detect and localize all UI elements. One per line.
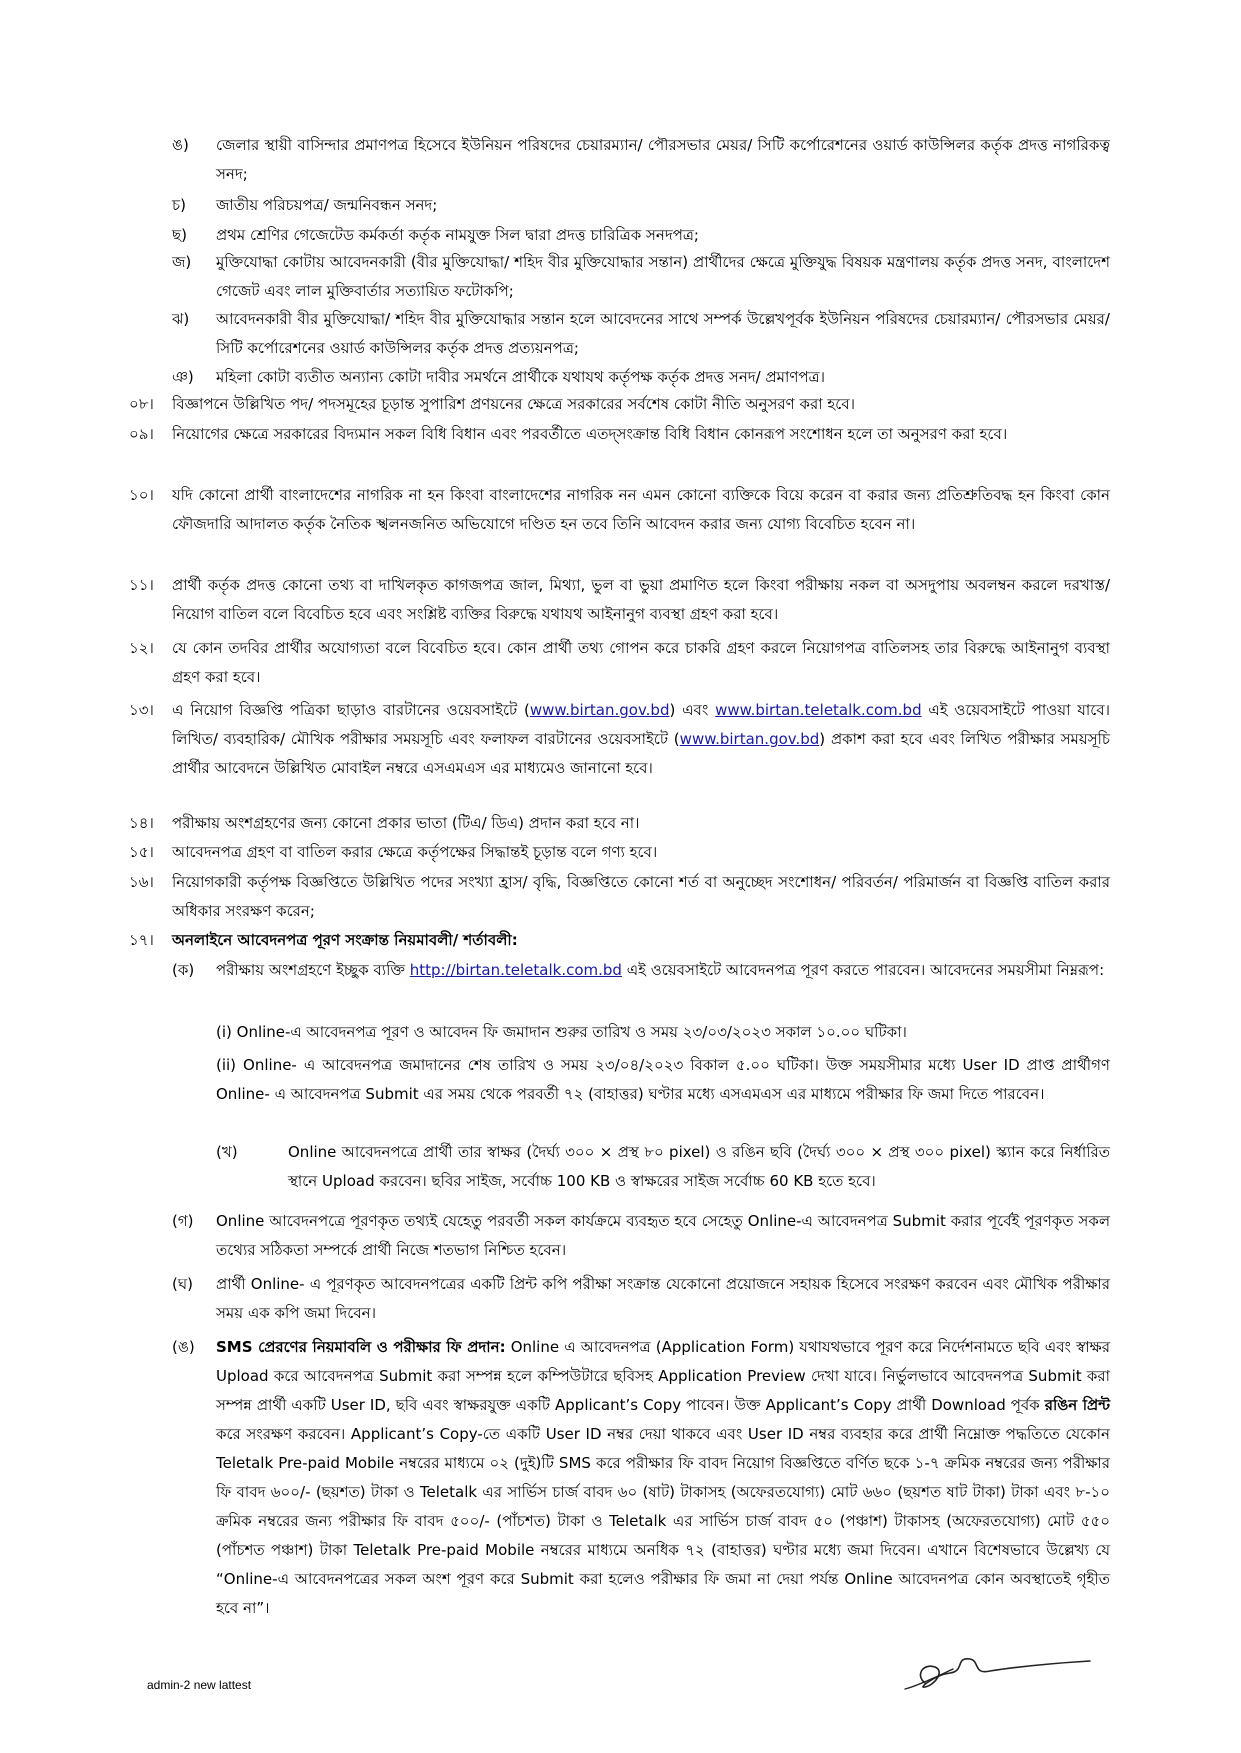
text-segment: এই ওয়েবসাইটে পাওয়া যাবে। লিখিত/ ব্যবহারিক/ মৌখিক পরীক্ষার সময়সূচি এবং ফলাফল বারটানের ওয়েবসাইটে ( [172,701,1110,748]
item-number: ঞ) [172,368,194,386]
paragraph-text: আবেদনপত্র গ্রহণ বা বাতিল করার ক্ষেত্রে কর্তৃপক্ষের সিদ্ধান্তই চূড়ান্ত বলে গণ্য হবে। [172,843,658,861]
paragraph-text: পরীক্ষায় অংশগ্রহণের জন্য কোনো প্রকার ভাতা (টিএ/ ডিএ) প্রদান করা হবে না। [172,814,640,832]
footer-note: admin-2 new lattest [147,1678,252,1692]
application-start-time: (i) Online-এ আবেদনপত্র পূরণ ও আবেদন ফি জমাদান শুরুর তারিখ ও সময় ২৩/০৩/২০২৩ সকাল ১০.০০ ঘটিকা। [216,1023,907,1041]
paragraph-10 [129,481,1110,539]
text-segment: এই ওয়েবসাইটে আবেদনপত্র পূরণ করতে পারবেন। আবেদনের সময়সীমা নিম্নরূপ: [621,961,1105,979]
teletalk-website-link[interactable]: www.birtan.teletalk.com.bd [715,701,922,719]
paragraph-15 [129,838,1110,867]
paragraph-text: নিয়োগকারী কর্তৃপক্ষ বিজ্ঞপ্তিতে উল্লিখিত পদের সংখ্যা হ্রাস/ বৃদ্ধি, বিজ্ঞপ্তিতে কোনো শর্ত বা অনুচ্ছেদ সংশোধন/ পরিবর্তন/ পরিমার্জন বা বিজ্ঞপ্তি বাতিল করার অধিকার সংরক্ষণ করেন; [172,873,1111,920]
item-text: জাতীয় পরিচয়পত্র/ জন্মনিবন্ধন সনদ; [216,196,438,214]
paragraph-text: যে কোন তদবির প্রার্থীর অযোগ্যতা বলে বিবেচিত হবে। কোন প্রার্থী তথ্য গোপন করে চাকরি গ্রহণ করলে নিয়োগপত্র বাতিলসহ তার বিরুদ্ধে আইনানুগ ব্যবস্থা গ্রহণ করা হবে। [172,639,1110,686]
paragraph-text: যদি কোনো প্রার্থী বাংলাদেশের নাগরিক না হন কিংবা বাংলাদেশের নাগরিক নন এমন কোনো ব্যক্তিকে বিয়ে করেন বা করার জন্য প্রতিশ্রুতিবদ্ধ হন কিংবা কোন ফৌজদারি আদালত কর্তৃক নৈতিক স্খলনজনিত অভিযোগে দণ্ডিত হন তবে তিনি আবেদন করার জন্য যোগ্য বিবেচিত হবেন না। [172,486,1110,533]
birtan-website-link[interactable]: www.birtan.gov.bd [529,701,670,719]
paragraph-text [172,696,1110,783]
text-segment: ) এবং [669,701,716,719]
item-kha [216,1138,1110,1196]
item-number: জ) [172,253,192,271]
paragraph-12 [129,634,1110,692]
text-segment: ) প্রকাশ করা হবে এবং লিখিত পরীক্ষার সময়সূচি প্রার্থীর আবেদনে উল্লিখিত মোবাইল নম্বরে এসএমএস এর মাধ্যমেও জানানো হবে। [172,730,1110,777]
item-chh [172,221,1110,250]
paragraph-number: ০৯। [129,425,154,443]
item-text: Online আবেদনপত্রে পূরণকৃত তথ্যই যেহেতু পরবর্তী সকল কার্যক্রমে ব্যবহৃত হবে সেহেতু Online-এ আবেদনপত্র Submit করার পূর্বেই পূরণকৃত সকল তথ্যের সঠিকতা সম্পর্কে প্রার্থী নিজে শতভাগ নিশ্চিত হবেন। [216,1212,1110,1259]
item-text: আবেদনকারী বীর মুক্তিযোদ্ধা/ শহিদ বীর মুক্তিযোদ্ধার সন্তান হলে আবেদনের সাথে সম্পর্ক উল্লেখপূর্বক ইউনিয়ন পরিষদের চেয়ারম্যান/ পৌরসভার মেয়র/ সিটি কর্পোরেশনের ওয়ার্ড কাউন্সিলর কর্তৃক প্রদত্ত প্রত্যয়নপত্র; [216,310,1110,357]
paragraph-text: নিয়োগের ক্ষেত্রে সরকারের বিদ্যমান সকল বিধি বিধান এবং পরবর্তীতে এতদ্‌সংক্রান্ত বিধি বিধান কোনরূপ সংশোধন হলে তা অনুসরণ করা হবে। [172,425,1008,443]
item-text: প্রথম শ্রেণির গেজেটেড কর্মকর্তা কর্তৃক নামযুক্ত সিল দ্বারা প্রদত্ত চারিত্রিক সনদপত্র; [216,226,699,244]
paragraph-17 [129,926,1110,955]
item-text [216,956,1110,985]
birtan-website-link-2[interactable]: www.birtan.gov.bd [679,730,820,748]
item-number: চ) [172,196,186,214]
paragraph-number: ০৮। [129,395,154,413]
sms-heading: SMS প্রেরণের নিয়মাবলি ও পরীক্ষার ফি প্রদান: [216,1338,506,1356]
paragraph-number: ১৩। [129,701,154,719]
paragraph-number: ১০। [129,486,154,504]
item-text: জেলার স্থায়ী বাসিন্দার প্রমাণপত্র হিসেবে ইউনিয়ন পরিষদের চেয়ারম্যান/ পৌরসভার মেয়র/ সিটি কর্পোরেশনের ওয়ার্ড কাউন্সিলর কর্তৃক প্রদত্ত নাগরিকত্ব সনদ; [216,136,1110,183]
item-number: (গ) [172,1212,194,1230]
paragraph-16 [129,868,1110,926]
paragraph-14 [129,809,1110,838]
paragraph-number: ১৭। [129,931,154,949]
item-u6 [172,131,1110,189]
item-text [216,1333,1110,1623]
paragraph-09 [129,420,1110,449]
item-number: (ঘ) [172,1275,193,1293]
paragraph-number: ১৫। [129,843,154,861]
paragraph-number: ১৪। [129,814,154,832]
paragraph-13 [129,696,1110,783]
item-number: (ক) [172,961,195,979]
color-print-emphasis: রঙিন প্রিন্ট [1044,1396,1110,1414]
paragraph-text: বিজ্ঞাপনে উল্লিখিত পদ/ পদসমূহের চূড়ান্ত সুপারিশ প্রণয়নের ক্ষেত্রে সরকারের সর্বশেষ কোটা নীতি অনুসরণ করা হবে। [172,395,855,413]
item-text: মুক্তিযোদ্ধা কোটায় আবেদনকারী (বীর মুক্তিযোদ্ধা/ শহিদ বীর মুক্তিযোদ্ধার সন্তান) প্রার্থীদের ক্ষেত্রে মুক্তিযুদ্ধ বিষয়ক মন্ত্রণালয় কর্তৃক প্রদত্ত সনদ, বাংলাদেশ গেজেট এবং লাল মুক্তিবার্তার সত্যায়িত ফটোকপি; [216,253,1110,300]
item-number: ঝ) [172,310,190,328]
signature-image [895,1645,1095,1695]
application-end-time: (ii) Online- এ আবেদনপত্র জমাদানের শেষ তারিখ ও সময় ২৩/০৪/২০২৩ বিকাল ৫.০০ ঘটিকা। উক্ত সময়সীমার মধ্যে User ID প্রাপ্ত প্রার্থীগণ Online- এ আবেদনপত্র Submit এর সময় থেকে পরবর্তী ৭২ (বাহাত্তর) ঘণ্টার মধ্যে এসএমএস এর মাধ্যমে পরীক্ষার ফি জমা দিতে পারবেন। [216,1056,1110,1103]
paragraph-11 [129,571,1110,629]
text-segment: করে সংরক্ষণ করবেন। Applicant’s Copy-তে একটি User ID নম্বর দেয়া থাকবে এবং User ID নম্বর ব্যবহার করে প্রার্থী নিম্নোক্ত পদ্ধতিতে যেকোন Teletalk Pre-paid Mobile নম্বরের মাধ্যমে ০২ (দুই)টি SMS করে পরীক্ষার ফি বাবদ নিয়োগ বিজ্ঞপ্তিতে বর্ণিত ছকে ১-৭ ক্রমিক নম্বরের জন্য পরীক্ষার ফি বাবদ ৬০০/- (ছয়শত) টাকা ও Teletalk এর সার্ভিস চার্জ বাবদ ৬০ (ষাট) টাকাসহ (অফেরতযোগ্য) মোট ৬৬০ (ছয়শত ষাট টাকা) টাকা এবং ৮-১০ ক্রমিক নম্বরের জন্য পরীক্ষার ফি বাবদ ৫০০/- (পাঁচশত) টাকা ও Teletalk এর সার্ভিস চার্জ বাবদ ৫০ (পঞ্চাশ) টাকাসহ (অফেরতযোগ্য) মোট ৫৫০ (পাঁচশত পঞ্চাশ) টাকা Teletalk Pre-paid Mobile নম্বরের মাধ্যমে অনধিক ৭২ (বাহাত্তর) ঘণ্টার মধ্যে জমা দিবেন। এখানে বিশেষভাবে উল্লেখ্য যে “Online-এ আবেদনপত্রের সকল অংশ পূরণ করে Submit করা হলেও পরীক্ষার ফি জমা না দেয়া পর্যন্ত Online আবেদনপত্র কোন অবস্থাতেই গৃহীত হবে না”। [216,1425,1111,1617]
paragraph-number: ১১। [129,576,154,594]
item-text: Online আবেদনপত্রে প্রার্থী তার স্বাক্ষর (দৈর্ঘ্য ৩০০ × প্রস্থ ৮০ pixel) ও রঙিন ছবি (দৈর্ঘ্য ৩০০ × প্রস্থ ৩০০ pixel) স্ক্যান করে নির্ধারিত স্থানে Upload করবেন। ছবির সাইজ, সর্বোচ্চ 100 KB ও স্বাক্ষরের সাইজ সর্বোচ্চ 60 KB হতে হবে। [288,1143,1110,1190]
item-ga [172,1207,1110,1265]
item-ch [172,191,1110,220]
text-segment: Online এ আবেদনপত্র (Application Form) যথাযথভাবে পূরণ করে নির্দেশনামতে ছবি এবং স্বাক্ষর Upload করে আবেদনপত্র Submit করা সম্পন্ন হলে কম্পিউটারে ছবিসহ Application Preview দেখা যাবে। নির্ভুলভাবে আবেদনপত্র Submit করা সম্পন্ন প্রার্থী একটি User ID, ছবি এবং স্বাক্ষরযুক্ত একটি Applicant’s Copy পাবেন। উক্ত Applicant’s Copy প্রার্থী Download পূর্বক [216,1338,1110,1414]
text-segment: পরীক্ষায় অংশগ্রহণে ইচ্ছুক ব্যক্তি [216,961,410,979]
paragraph-08 [129,390,1110,419]
text-segment: এ নিয়োগ বিজ্ঞপ্তি পত্রিকা ছাড়াও বারটানের ওয়েবসাইটে ( [172,701,530,719]
paragraph-number: ১৬। [129,873,154,891]
item-gha [172,1270,1110,1328]
item-number: ঙ) [172,136,189,154]
paragraph-number: ১২। [129,639,154,657]
paragraph-heading: অনলাইনে আবেদনপত্র পূরণ সংক্রান্ত নিয়মাবলী/ শর্তাবলী: [172,931,518,949]
item-jh [172,305,1110,363]
item-text: প্রার্থী Online- এ পূরণকৃত আবেদনপত্রের একটি প্রিন্ট কপি পরীক্ষা সংক্রান্ত যেকোনো প্রয়োজনে সহায়ক হিসেবে সংরক্ষণ করবেন এবং মৌখিক পরীক্ষার সময় এক কপি জমা দিবেন। [216,1275,1110,1322]
item-ny [172,363,1110,392]
item-number: (খ) [216,1143,238,1161]
item-ka [172,956,1110,985]
item-number: (ঙ) [172,1338,195,1356]
item-sms-fee [172,1333,1110,1623]
item-j [172,248,1110,306]
item-number: ছ) [172,226,187,244]
teletalk-application-link[interactable]: http://birtan.teletalk.com.bd [409,961,622,979]
item-text: মহিলা কোটা ব্যতীত অন্যান্য কোটা দাবীর সমর্থনে প্রার্থীকে যথাযথ কর্তৃপক্ষ কর্তৃক প্রদত্ত সনদ/ প্রমাণপত্র। [216,368,825,386]
paragraph-text: প্রার্থী কর্তৃক প্রদত্ত কোনো তথ্য বা দাখিলকৃত কাগজপত্র জাল, মিথ্যা, ভুল বা ভুয়া প্রমাণিত হলে কিংবা পরীক্ষায় নকল বা অসদুপায় অবলম্বন করলে দরখাস্ত/ নিয়োগ বাতিল বলে বিবেচিত হবে এবং সংশ্লিষ্ট ব্যক্তির বিরুদ্ধে যথাযথ আইনানুগ ব্যবস্থা গ্রহণ করা হবে। [172,576,1110,623]
